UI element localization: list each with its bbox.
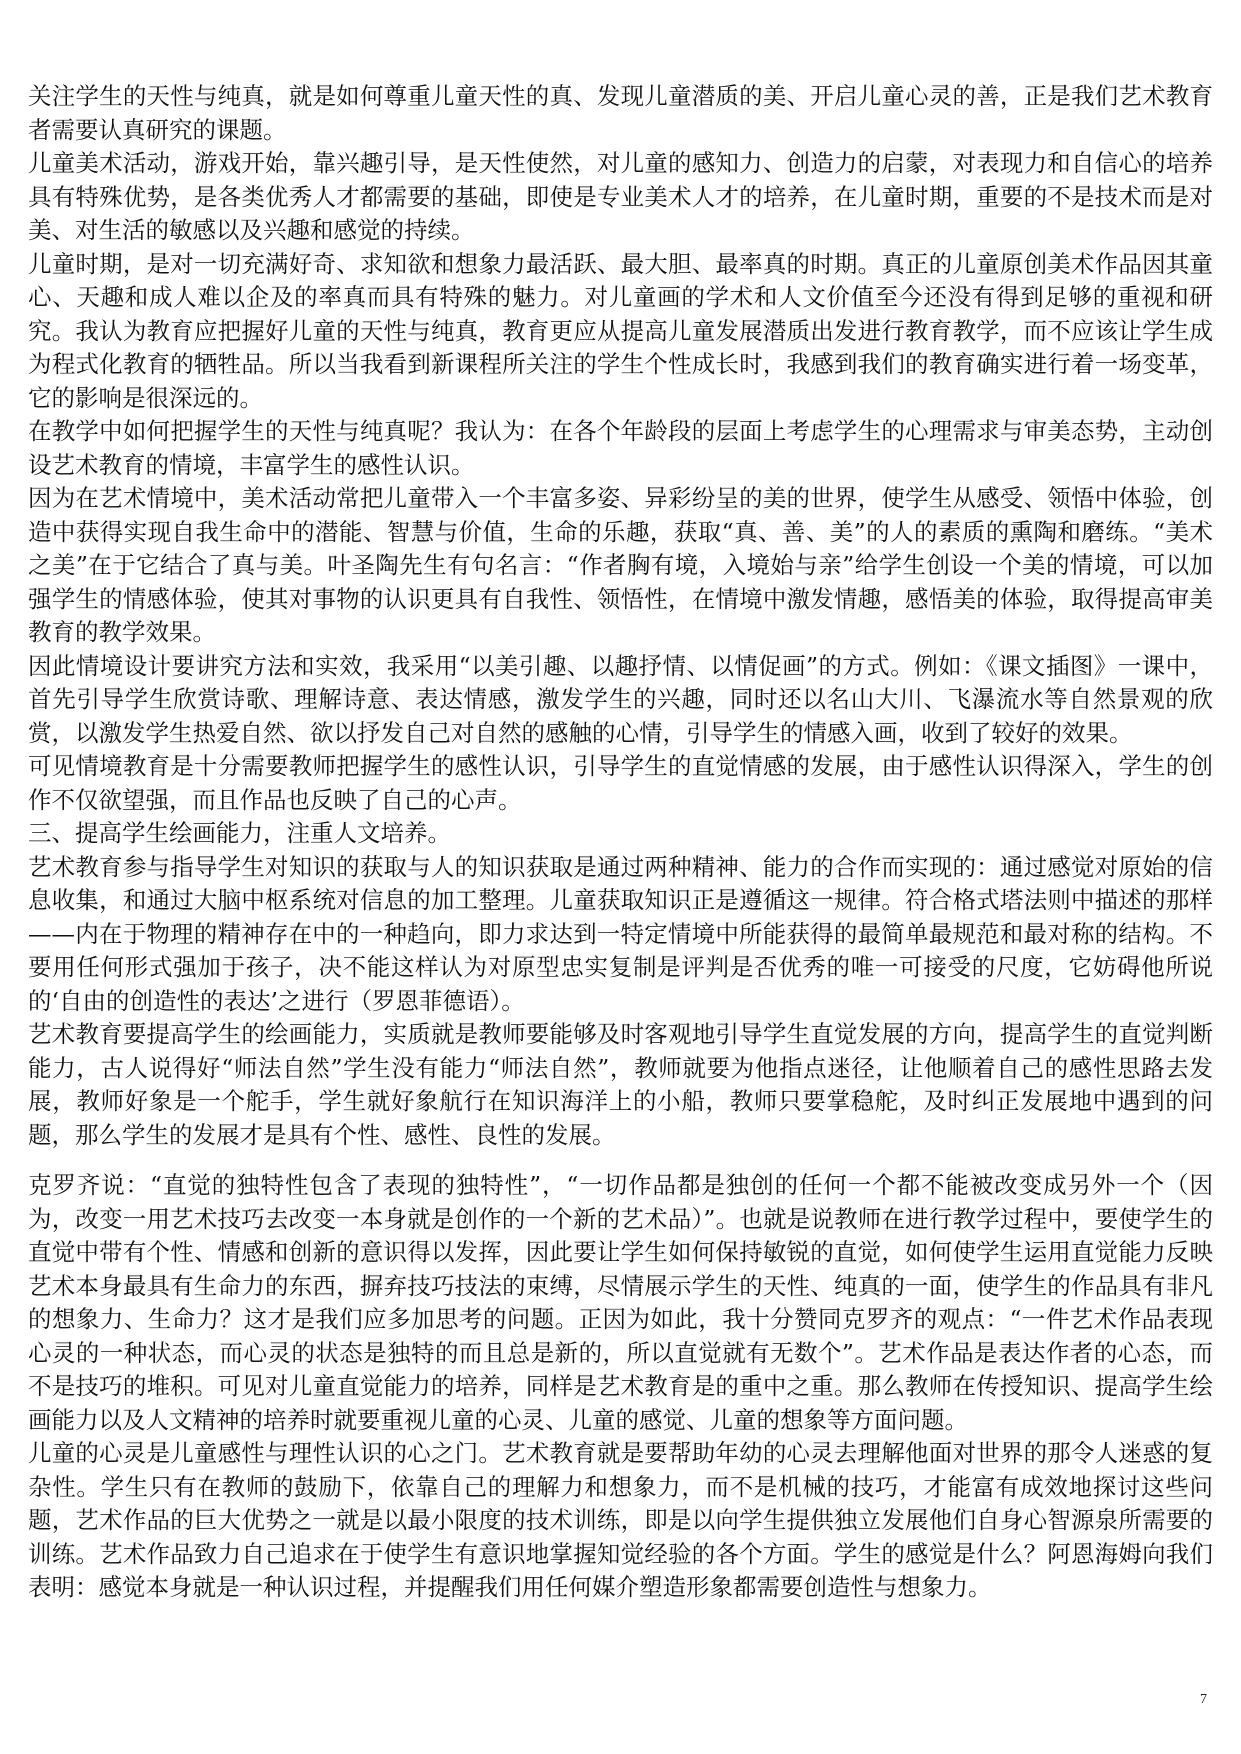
paragraph-9: 艺术教育参与指导学生对知识的获取与人的知识获取是通过两种精神、能力的合作而实现的：通过感觉对原始的信息收集，和通过大脑中枢系统对信息的加工整理。儿童获取知识正是遵循这一规律。符合格式塔法则中描述的那样——内在于物理的精神存在中的一种趋向，即力求达到一特定情境中所能获得的最简单最规范和最对称的结构。不要用任何形式强加于孩子，决不能这样认为对原型忠实复制是评判是否优秀的唯一可接受的尺度，它妨碍他所说的‘自由的创造性的表达’之进行（罗恩菲德语）。 xyxy=(28,852,1213,1015)
section-heading-3: 三、提高学生绘画能力，注重人文培养。 xyxy=(28,819,451,847)
paragraph-2: 儿童美术活动，游戏开始，靠兴趣引导，是天性使然，对儿童的感知力、创造力的启蒙，对表现力和自信心的培养具有特殊优势，是各类优秀人才都需要的基础，即使是专业美术人才的培养，在儿童时期，重要的不是技术而是对美、对生活的敏感以及兴趣和感觉的持续。 xyxy=(28,149,1213,244)
paragraph-12: 儿童的心灵是儿童感性与理性认识的心之门。艺术教育就是要帮助年幼的心灵去理解他面对世界的那令人迷惑的复杂性。学生只有在教师的鼓励下，依靠自己的理解力和想象力，而不是机械的技巧，才能富有成效地探讨这些问题，艺术作品的巨大优势之一就是以最小限度的技术训练，即是以向学生提供独立发展他们自身心智源泉所需要的训练。艺术作品致力自己追求在于使学生有意识地掌握知觉经验的各个方面。学生的感觉是什么？阿恩海姆向我们表明：感觉本身就是一种认识过程，并提醒我们用任何媒介塑造形象都需要创造性与想象力。 xyxy=(28,1439,1213,1601)
document-body xyxy=(28,80,1213,1605)
paragraph-3: 儿童时期，是对一切充满好奇、求知欲和想象力最活跃、最大胆、最率真的时期。真正的儿童原创美术作品因其童心、天趣和成人难以企及的率真而具有特殊的魅力。对儿童画的学术和人文价值至今还没有得到足够的重视和研究。我认为教育应把握好儿童的天性与纯真，教育更应从提高儿童发展潜质出发进行教育教学，而不应该让学生成为程式化教育的牺牲品。所以当我看到新课程所关注的学生个性成长时，我感到我们的教育确实进行着一场变革，它的影响是很深远的。 xyxy=(28,249,1213,412)
page-number: 7 xyxy=(1200,1692,1207,1707)
paragraph-11: 克罗齐说：“直觉的独特性包含了表现的独特性”，“一切作品都是独创的任何一个都不能被改变成另外一个（因为，改变一用艺术技巧去改变一本身就是创作的一个新的艺术品）”。也就是说教师在进行教学过程中，要使学生的直觉中带有个性、情感和创新的意识得以发挥，因此要让学生如何保持敏锐的直觉，如何使学生运用直觉能力反映艺术本身最具有生命力的东西，摒弃技巧技法的束缚，尽情展示学生的天性、纯真的一面，使学生的作品具有非凡的想象力、生命力？这才是我们应多加思考的问题。正因为如此，我十分赞同克罗齐的观点：“一件艺术作品表现心灵的一种状态，而心灵的状态是独特的而且总是新的，所以直觉就有无数个”。艺术作品是表达作者的心态，而不是技巧的堆积。可见对儿童直觉能力的培养，同样是艺术教育是的重中之重。那么教师在传授知识、提高学生绘画能力以及人文精神的培养时就要重视儿童的心灵、儿童的感觉、儿童的想象等方面问题。 xyxy=(28,1171,1213,1434)
paragraph-4: 在教学中如何把握学生的天性与纯真呢？我认为：在各个年龄段的层面上考虑学生的心理需求与审美态势，主动创设艺术教育的情境，丰富学生的感性认识。 xyxy=(28,417,1213,479)
paragraph-5: 因为在艺术情境中，美术活动常把儿童带入一个丰富多姿、异彩纷呈的美的世界，使学生从感受、领悟中体验，创造中获得实现自我生命中的潜能、智慧与价值，生命的乐趣，获取“真、善、美”的人的素质的熏陶和磨练。“美术之美”在于它结合了真与美。叶圣陶先生有句名言：“作者胸有境，入境始与亲”给学生创设一个美的情境，可以加强学生的情感体验，使其对事物的认识更具有自我性、领悟性，在情境中激发情趣，感悟美的体验，取得提高审美教育的教学效果。 xyxy=(28,484,1213,646)
paragraph-6: 因此情境设计要讲究方法和实效，我采用“以美引趣、以趣抒情、以情促画”的方式。例如：《课文插图》一课中，首先引导学生欣赏诗歌、理解诗意、表达情感，激发学生的兴趣，同时还以名山大川、飞瀑流水等自然景观的欣赏，以激发学生热爱自然、欲以抒发自己对自然的感触的心情，引导学生的情感入画，收到了较好的效果。 xyxy=(28,651,1213,747)
paragraph-10: 艺术教育要提高学生的绘画能力，实质就是教师要能够及时客观地引导学生直觉发展的方向，提高学生的直觉判断能力，古人说得好“师法自然”学生没有能力“师法自然”，教师就要为他指点迷径，让他顺着自己的感性思路去发展，教师好象是一个舵手，学生就好象航行在知识海洋上的小船，教师只要掌稳舵，及时纠正发展地中遇到的问题，那么学生的发展才是具有个性、感性、良性的发展。 xyxy=(28,1020,1213,1149)
paragraph-1: 关注学生的天性与纯真，就是如何尊重儿童天性的真、发现儿童潜质的美、开启儿童心灵的善，正是我们艺术教育者需要认真研究的课题。 xyxy=(28,82,1213,144)
paragraph-7: 可见情境教育是十分需要教师把握学生的感性认识，引导学生的直觉情感的发展，由于感性认识得深入，学生的创作不仅欲望强，而且作品也反映了自己的心声。 xyxy=(28,752,1213,814)
